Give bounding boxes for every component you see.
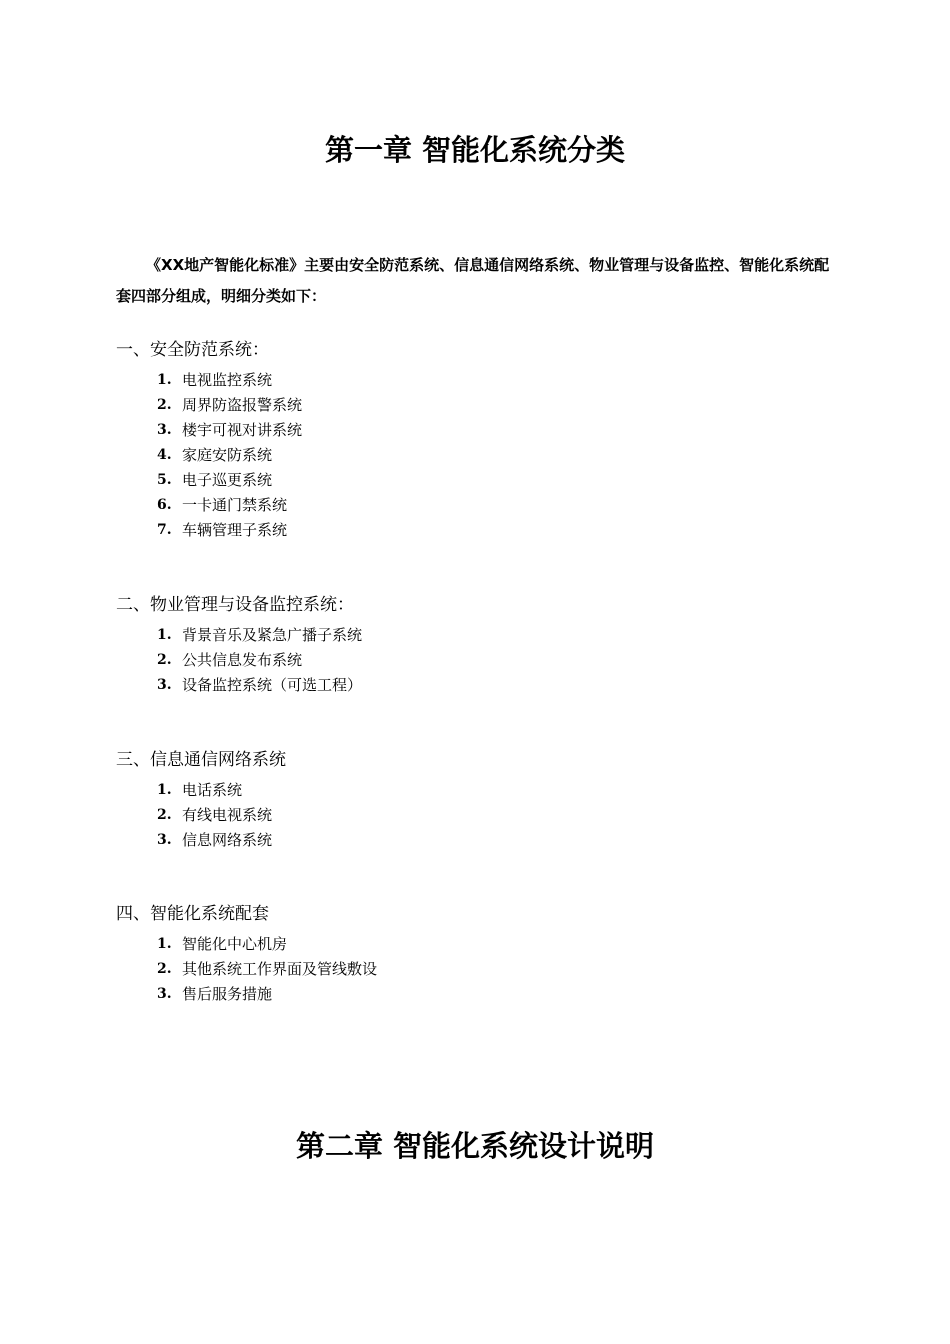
item-label: 车辆管理子系统 xyxy=(182,521,288,539)
item-number: 3. xyxy=(157,677,172,693)
item-label: 电视监控系统 xyxy=(182,371,273,389)
item-list xyxy=(116,932,816,1007)
list-item xyxy=(116,418,816,443)
item-label: 一卡通门禁系统 xyxy=(182,496,288,514)
section-heading: 一、安全防范系统： xyxy=(116,340,269,360)
section-supporting xyxy=(116,902,816,1007)
item-number: 6. xyxy=(157,497,172,513)
item-label: 有线电视系统 xyxy=(182,806,273,824)
section-heading: 三、信息通信网络系统 xyxy=(116,750,286,770)
section-property-management xyxy=(116,593,816,698)
item-number: 2. xyxy=(157,652,172,668)
item-number: 4. xyxy=(157,447,172,463)
item-number: 5. xyxy=(157,472,172,488)
item-label: 周界防盗报警系统 xyxy=(182,396,303,414)
item-number: 3. xyxy=(157,422,172,438)
item-number: 3. xyxy=(157,832,172,848)
list-item xyxy=(116,673,816,698)
list-item xyxy=(116,803,816,828)
item-label: 电话系统 xyxy=(182,781,243,799)
list-item xyxy=(116,368,816,393)
item-label: 家庭安防系统 xyxy=(182,446,273,464)
chapter-1-title: 第一章 智能化系统分类 xyxy=(324,133,626,167)
chapter-2-title: 第二章 智能化系统设计说明 xyxy=(295,1129,655,1163)
item-number: 2. xyxy=(157,961,172,977)
list-item xyxy=(116,518,816,543)
list-item xyxy=(116,443,816,468)
section-heading: 二、物业管理与设备监控系统： xyxy=(116,595,354,615)
item-list xyxy=(116,778,816,853)
item-number: 1. xyxy=(157,936,172,952)
item-label: 其他系统工作界面及管线敷设 xyxy=(182,960,378,978)
list-item xyxy=(116,957,816,982)
item-list xyxy=(116,368,816,543)
item-number: 1. xyxy=(157,782,172,798)
list-item xyxy=(116,493,816,518)
item-label: 智能化中心机房 xyxy=(182,935,288,953)
item-label: 背景音乐及紧急广播子系统 xyxy=(182,626,363,644)
item-label: 电子巡更系统 xyxy=(182,471,273,489)
list-item xyxy=(116,778,816,803)
item-number: 2. xyxy=(157,397,172,413)
list-item xyxy=(116,623,816,648)
item-label: 公共信息发布系统 xyxy=(182,651,303,669)
list-item xyxy=(116,393,816,418)
list-item xyxy=(116,982,816,1007)
list-item xyxy=(116,648,816,673)
list-item xyxy=(116,828,816,853)
list-item xyxy=(116,468,816,493)
item-label: 信息网络系统 xyxy=(182,831,273,849)
item-list xyxy=(116,623,816,698)
intro-paragraph: 《XX地产智能化标准》主要由安全防范系统、信息通信网络系统、物业管理与设备监控、智能化系统配套四部分组成，明细分类如下： xyxy=(116,256,830,305)
section-network xyxy=(116,748,816,853)
item-number: 3. xyxy=(157,986,172,1002)
list-item xyxy=(116,932,816,957)
item-number: 1. xyxy=(157,372,172,388)
item-label: 设备监控系统（可选工程） xyxy=(182,676,363,694)
section-heading: 四、智能化系统配套 xyxy=(116,904,269,924)
item-label: 售后服务措施 xyxy=(182,985,273,1003)
item-number: 1. xyxy=(157,627,172,643)
item-number: 7. xyxy=(157,522,172,538)
item-label: 楼宇可视对讲系统 xyxy=(182,421,303,439)
item-number: 2. xyxy=(157,807,172,823)
section-security xyxy=(116,338,816,543)
